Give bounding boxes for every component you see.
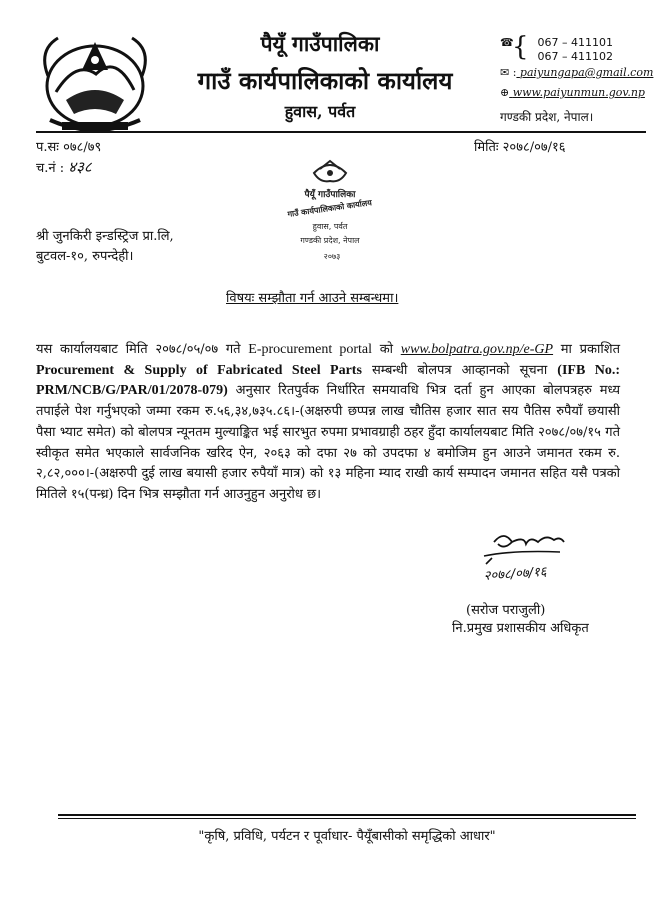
- phone-number-1: 067 – 411101: [537, 36, 613, 49]
- stamp-line2: गाउँ कार्यपालिकाको कार्यालय: [286, 198, 373, 219]
- signature-date: २०७८/०७/१६: [483, 564, 547, 584]
- signatory-name: (सरोज पराजुली): [466, 603, 546, 618]
- chalani-label: च.नं :: [36, 161, 65, 176]
- letter-subject: विषयः सम्झौता गर्न आउने सम्बन्धमा।: [226, 291, 399, 306]
- signatory-title: नि.प्रमुख प्रशासकीय अधिकृत: [452, 621, 589, 636]
- office-stamp-icon: [270, 153, 390, 271]
- chalani-number: [36, 157, 92, 177]
- website-link[interactable]: www.paiyunmun.gov.np: [512, 86, 645, 99]
- org-address: हुवास, पर्वत: [284, 102, 356, 121]
- phone-icon: ☎: [500, 36, 514, 49]
- nepal-emblem-icon: [36, 30, 154, 136]
- org-name-line1: पैयूँ गाउँपालिका: [260, 31, 380, 56]
- mail-icon: ✉ :: [500, 66, 517, 79]
- letter-body: यस कार्यालयबाट मिति २०७८/०५/०७ गते E-procurement portal को www.bolpatra.gov.np/e-GP मा प्रकाशित Procurement & Supply of Fabricated Steel Parts सम्बन्धी बोलपत्र आव्हानको सूचना (IFB No.: PRM/NCB/G/PAR/01/2078-079) अनुसार रितपुर्वक निर्धारित समयावधि भित्र दर्ता हुन आएका बोलपत्रहरु मध्य तपाईले पेश गर्नुभएको जम्मा रकम रु.५६,३४,७३५.८६।-(अक्षरुपी छप्पन्न लाख चौतिस हजार सात सय पैतिस रुपैयाँ छयासी पैसा भ्याट समेत) को बोलपत्र न्यूनतम मुल्याङ्कित भई सारभुत रुपमा प्रभावग्राही ठहर हुँदा कार्यालयबाट मिति २०७८/०७/१५ गते स्वीकृत समेत भएकाले सार्वजनिक खरिद ऐन, २०६३ को दफा २७ को उपदफा ४ बमोजिम हुन आउने जमानत रकम रु. २,८२,०००।-(अक्षरुपी दुई लाख बयासी हजार रुपैयाँ मात्र) को १३ महिना म्याद राखी कार्य सम्पादन जमानत सहित यसै पत्रको मितिले १५(पन्ध्र) दिन भित्र सम्झौता गर्न आउनुहुन अनुरोध छ।: [36, 342, 620, 502]
- globe-icon: ⊕: [500, 86, 510, 99]
- footer-divider: [58, 814, 636, 816]
- phone-number-2: 067 – 411102: [537, 50, 613, 63]
- stamp-line3: हुवास, पर्वत: [312, 222, 348, 231]
- footer-divider-thin: [58, 818, 636, 819]
- bolpatra-link[interactable]: www.bolpatra.gov.np/e-GP: [400, 342, 554, 357]
- chalani-value: ४३८: [68, 158, 92, 176]
- header-divider: [36, 131, 646, 133]
- stamp-line1: पैयूँ गाउँपालिका: [304, 190, 356, 200]
- email-row: [500, 66, 653, 79]
- stamp-line4: गण्डकी प्रदेश, नेपाल: [300, 236, 360, 245]
- email-link[interactable]: paiyungapa@gmail.com: [519, 66, 654, 79]
- website-row: [500, 86, 645, 99]
- letter-date: मितिः २०७८/०७/१६: [474, 140, 566, 155]
- province: गण्डकी प्रदेश, नेपाल।: [500, 110, 594, 124]
- org-name-line2: गाउँ कार्यपालिकाको कार्यालय: [197, 66, 453, 95]
- recipient-name: श्री जुनकिरी इन्डस्ट्रिज प्रा.लि,: [36, 229, 174, 244]
- footer-motto: "कृषि, प्रविधि, पर्यटन र पूर्वाधार- पैयूँबासीको समृद्धिको आधार": [198, 829, 496, 844]
- recipient-address: बुटवल-१०, रुपन्देही।: [36, 249, 134, 264]
- brace-icon: {: [512, 32, 529, 62]
- patra-sankhya: प.सः ०७८/७९: [36, 140, 102, 155]
- signature-icon: [464, 528, 584, 590]
- stamp-line5: २०७३: [323, 252, 341, 261]
- phone-row-2: [500, 50, 613, 63]
